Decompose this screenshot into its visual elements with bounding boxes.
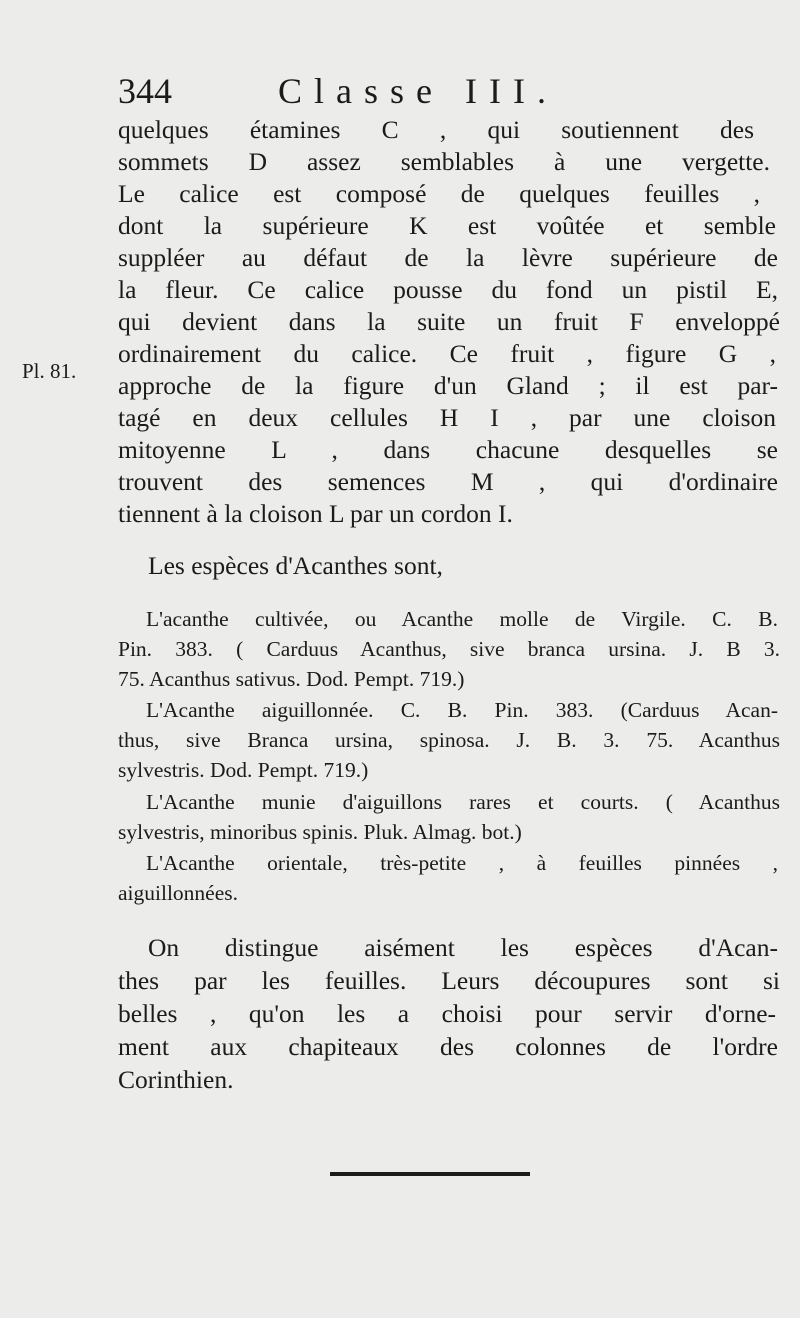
text-line: ordinairement du calice. Ce fruit , figure G , [118, 339, 776, 368]
text-line: quelques étamines C , qui soutiennent des [118, 115, 754, 144]
species-entry-line: L'Acanthe orientale, très-petite , à feuilles pinnées , [146, 851, 778, 875]
text-line: dont la supérieure K est voûtée et semble [118, 211, 776, 240]
species-entry-line: L'acanthe cultivée, ou Acanthe molle de Virgile. C. B. [146, 607, 778, 631]
species-entry-line: L'Acanthe aiguillonnée. C. B. Pin. 383. (Carduus Acan- [146, 698, 778, 722]
text-line: Le calice est composé de quelques feuilles , [118, 179, 760, 208]
page-number: 344 [118, 71, 172, 111]
text-line: sommets D assez semblables à une vergette. [118, 147, 770, 176]
section-end-rule [330, 1172, 530, 1176]
species-entry-line: sylvestris, minoribus spinis. Pluk. Almag. bot.) [118, 820, 522, 844]
species-heading: Les espèces d'Acanthes sont, [148, 551, 443, 580]
species-entry-line: Pin. 383. ( Carduus Acanthus, sive branca ursina. J. B 3. [118, 637, 780, 661]
text-line: suppléer au défaut de la lèvre supérieure de [118, 243, 778, 272]
text-line: tiennent à la cloison L par un cordon I. [118, 499, 513, 528]
page-header [118, 66, 738, 116]
text-line: la fleur. Ce calice pousse du fond un pistil E, [118, 275, 778, 304]
text-line: Corinthien. [118, 1065, 234, 1094]
text-line: approche de la figure d'un Gland ; il est par- [118, 371, 778, 400]
text-line: thes par les feuilles. Leurs découpures sont si [118, 966, 780, 995]
species-entry-line: aiguillonnées. [118, 881, 239, 905]
margin-plate-reference: Pl. 81. [22, 359, 77, 383]
species-entry-line: L'Acanthe munie d'aiguillons rares et courts. ( Acanthus [146, 790, 780, 814]
text-line: On distingue aisément les espèces d'Acan- [148, 933, 778, 962]
text-line: tagé en deux cellules H I , par une cloison [118, 403, 776, 432]
text-line: trouvent des semences M , qui d'ordinaire [118, 467, 778, 496]
text-line: mitoyenne L , dans chacune desquelles se [118, 435, 778, 464]
species-entry-line: 75. Acanthus sativus. Dod. Pempt. 719.) [118, 667, 465, 691]
running-title: Classe III. [278, 71, 558, 111]
species-entry-line: sylvestris. Dod. Pempt. 719.) [118, 758, 369, 782]
text-line: ment aux chapiteaux des colonnes de l'ordre [118, 1032, 778, 1061]
text-line: belles , qu'on les a choisi pour servir d'orne- [118, 999, 776, 1028]
text-line: qui devient dans la suite un fruit F enveloppé [118, 307, 780, 336]
species-entry-line: thus, sive Branca ursina, spinosa. J. B. 3. 75. Acanthus [118, 728, 780, 752]
